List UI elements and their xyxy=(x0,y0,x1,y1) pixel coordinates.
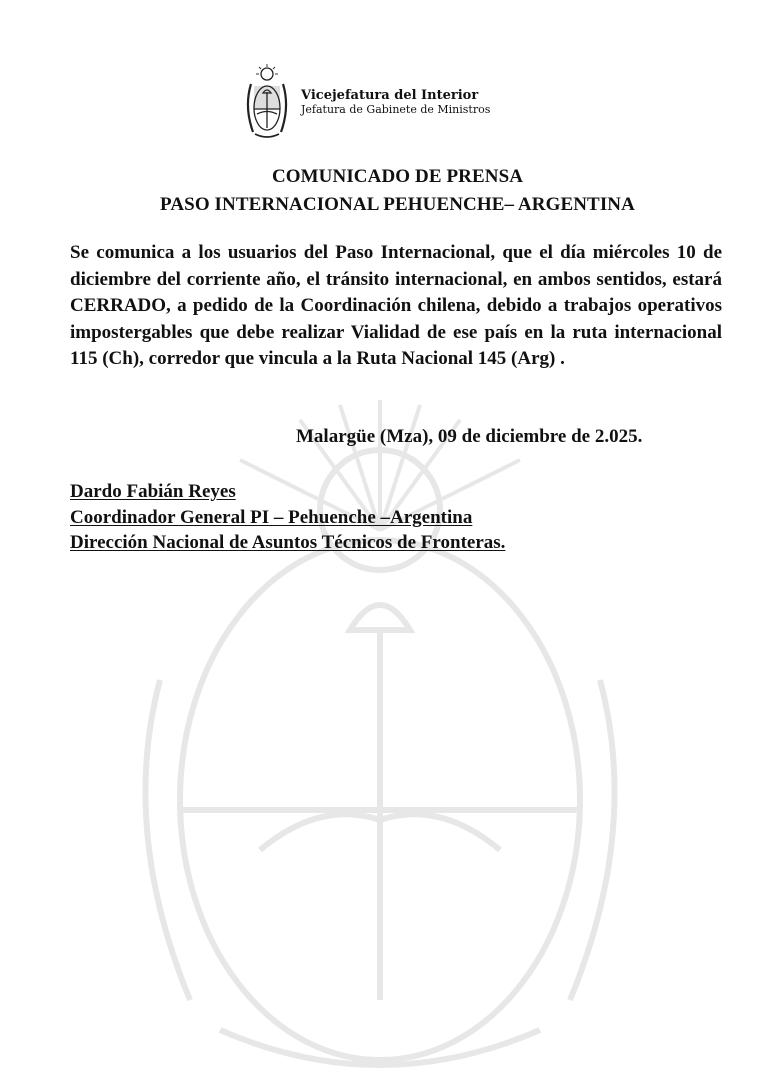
place-and-date: Malargüe (Mza), 09 de diciembre de 2.025. xyxy=(296,426,643,447)
signatory-name: Dardo Fabián Reyes xyxy=(70,481,236,502)
document-title: COMUNICADO DE PRENSA xyxy=(271,166,524,187)
org-name: Vicejefatura del Interior xyxy=(301,87,479,103)
org-subtitle: Jefatura de Gabinete de Ministros xyxy=(301,102,491,116)
announcement-paragraph: Se comunica a los usuarios del Paso Internacional, que el día miércoles 10 de diciembre del corriente año, el tránsito internacional, en ambos sentidos, estará CERRADO, a pedido de la Coordinación chilena, debido a trabajos operativos impostergables que debe realizar Vialidad de ese país en la ruta internacional 115 (Ch), corredor que vincula a la Ruta Nacional 145 (Arg) . xyxy=(70,242,722,370)
signatory-office: Dirección Nacional de Asuntos Técnicos de Fronteras. xyxy=(70,532,506,553)
letterhead-text xyxy=(301,88,490,117)
signature-block xyxy=(70,479,505,556)
press-release-titles xyxy=(0,163,760,219)
letterhead xyxy=(243,62,490,142)
document-subtitle: PASO INTERNACIONAL PEHUENCHE– ARGENTINA xyxy=(160,194,635,215)
signatory-role: Coordinador General PI – Pehuenche –Argentina xyxy=(70,506,473,528)
argentina-seal-icon xyxy=(243,62,291,142)
